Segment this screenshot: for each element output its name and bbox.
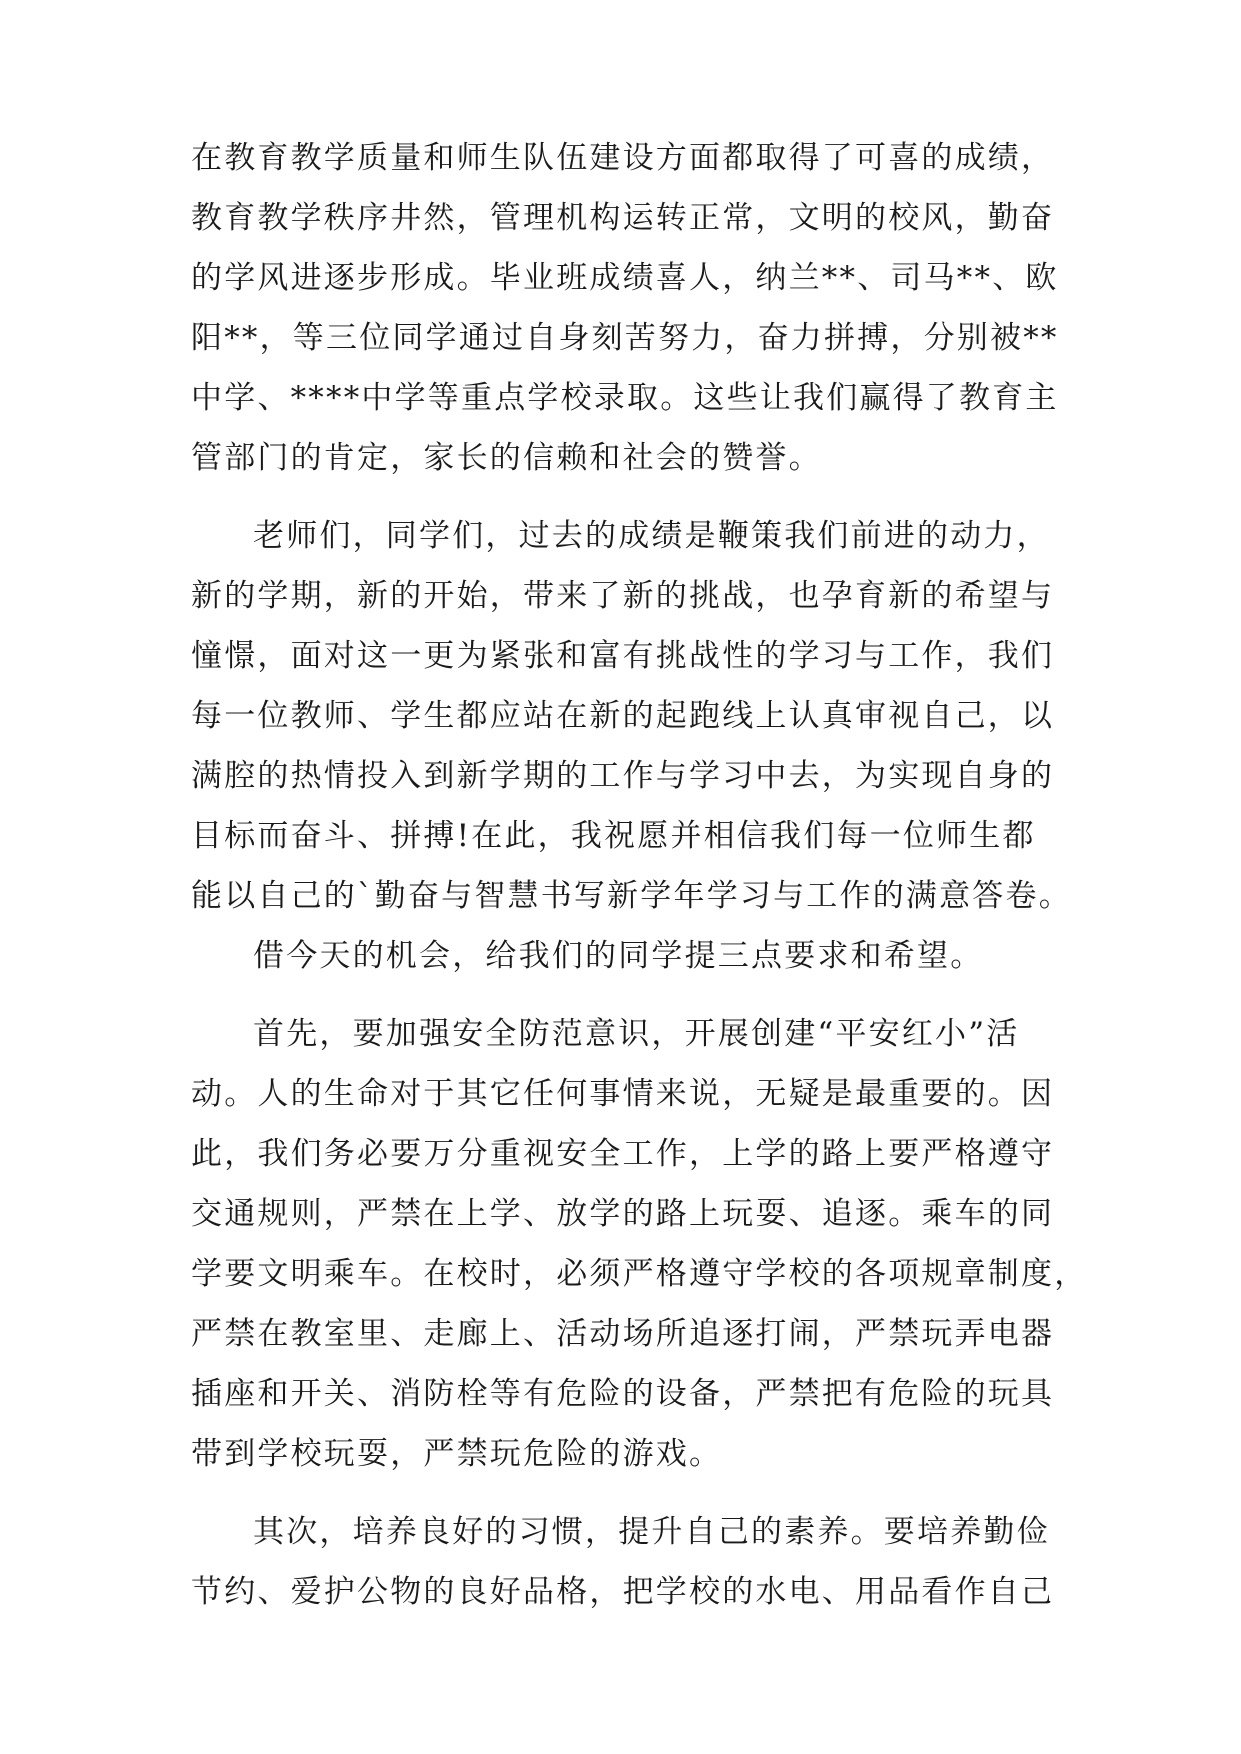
text-line: 动。人的生命对于其它任何事情来说，无疑是最重要的。因	[191, 1076, 1055, 1112]
text-line: 新的学期，新的开始，带来了新的挑战，也孕育新的希望与	[191, 578, 1055, 614]
text-line: 目标而奋斗、拼搏!在此，我祝愿并相信我们每一位师生都	[191, 818, 1036, 854]
paragraph-start-line: 老师们，同学们，过去的成绩是鞭策我们前进的动力，	[253, 518, 1050, 554]
paragraph-start-line: 借今天的机会，给我们的同学提三点要求和希望。	[253, 938, 984, 974]
text-line: 插座和开关、消防栓等有危险的设备，严禁把有危险的玩具	[191, 1376, 1055, 1412]
text-line: 此，我们务必要万分重视安全工作，上学的路上要严格遵守	[191, 1136, 1055, 1172]
paragraph-start-line: 其次，培养良好的习惯，提升自己的素养。要培养勤俭	[253, 1514, 1050, 1550]
text-line: 学要文明乘车。在校时，必须严格遵守学校的各项规章制度，	[191, 1256, 1088, 1292]
text-line: 节约、爱护公物的良好品格，把学校的水电、用品看作自己	[191, 1574, 1055, 1610]
text-line: 阳**，等三位同学通过自身刻苦努力，奋力拼搏，分别被**	[191, 320, 1059, 356]
text-line: 严禁在教室里、走廊上、活动场所追逐打闹，严禁玩弄电器	[191, 1316, 1055, 1352]
text-line: 憧憬，面对这一更为紧张和富有挑战性的学习与工作，我们	[191, 638, 1055, 674]
document-body	[191, 128, 1088, 1622]
text-line: 能以自己的`勤奋与智慧书写新学年学习与工作的满意答卷。	[191, 878, 1072, 914]
text-line: 交通规则，严禁在上学、放学的路上玩耍、追逐。乘车的同	[191, 1196, 1055, 1232]
text-line: 管部门的肯定，家长的信赖和社会的赞誉。	[191, 440, 822, 476]
text-line: 的学风进逐步形成。毕业班成绩喜人，纳兰**、司马**、欧	[191, 260, 1059, 296]
text-line: 每一位教师、学生都应站在新的起跑线上认真审视自己，以	[191, 698, 1055, 734]
text-line: 中学、****中学等重点学校录取。这些让我们赢得了教育主	[191, 380, 1059, 416]
text-line: 教育教学秩序井然，管理机构运转正常，文明的校风，勤奋	[191, 200, 1055, 236]
text-line: 带到学校玩耍，严禁玩危险的游戏。	[191, 1436, 723, 1472]
paragraph-start-line: 首先，要加强安全防范意识，开展创建“平安红小”活	[253, 1016, 1020, 1052]
text-line: 在教育教学质量和师生队伍建设方面都取得了可喜的成绩，	[191, 140, 1055, 176]
text-line: 满腔的热情投入到新学期的工作与学习中去，为实现自身的	[191, 758, 1055, 794]
